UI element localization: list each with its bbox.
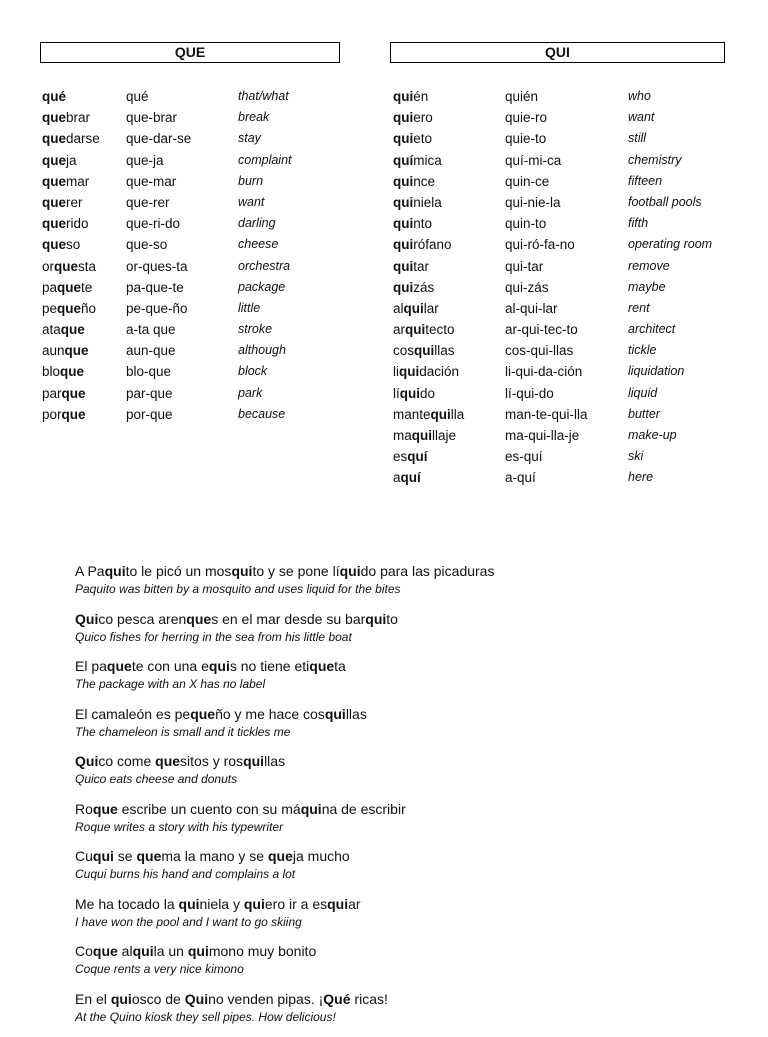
word-part: lla — [450, 406, 465, 422]
word-part: mono muy bonito — [208, 943, 317, 959]
qui-syllables: es-quí — [505, 449, 543, 465]
qui-translation: tickle — [628, 343, 657, 358]
highlight-syllable: qui — [393, 89, 414, 104]
sentence-block — [75, 990, 755, 1026]
que-syllables: aun-que — [126, 343, 176, 359]
que-syllables: qué — [126, 89, 149, 104]
spanish-sentence — [75, 562, 755, 580]
highlight-syllable: que — [92, 943, 118, 959]
que-syllables: que-mar — [126, 173, 177, 189]
que-syllables: par-que — [126, 385, 173, 401]
qui-syllables: quin-ce — [505, 173, 550, 189]
sentence-block — [75, 800, 755, 836]
highlight-syllable: que — [57, 300, 82, 316]
highlight-syllable: qui — [178, 895, 200, 912]
que-translation: although — [238, 343, 286, 358]
word-part: ño — [81, 300, 97, 316]
word-part: es — [393, 449, 408, 465]
word-part: a — [393, 470, 401, 486]
qui-word — [393, 298, 464, 319]
word-part: osco de — [131, 990, 185, 1007]
que-translation: complaint — [238, 152, 292, 167]
qui-translation: butter — [628, 406, 660, 421]
qui-word — [393, 361, 464, 382]
qui-syllables: li-qui-da-ción — [505, 364, 583, 380]
word-part: te con una e — [131, 658, 209, 674]
qui-syllables: quí-mi-ca — [505, 152, 562, 168]
spanish-sentence — [75, 895, 755, 913]
qui-word — [393, 277, 464, 298]
word-part: so — [66, 237, 81, 253]
english-translation: The chameleon is small and it tickles me — [75, 724, 291, 739]
highlight-syllable: qui — [411, 428, 433, 443]
qui-word — [393, 171, 464, 192]
word-part: s no tiene eti — [229, 658, 310, 674]
qui-word — [393, 213, 464, 234]
highlight-syllable: qui — [393, 258, 414, 274]
spanish-sentence — [75, 990, 755, 1008]
highlight-syllable: qui — [430, 406, 451, 422]
qui-syllables: al-qui-lar — [505, 300, 558, 316]
word-part: ja mucho — [292, 848, 350, 864]
qui-syllables: qui-tar — [505, 258, 544, 274]
que-word — [42, 234, 100, 255]
word-part: nto — [413, 216, 433, 232]
highlight-syllable: Qué — [323, 990, 351, 1007]
word-part: A Pa — [75, 563, 105, 579]
que-translation-column — [238, 86, 292, 425]
qui-syllables: quie-ro — [505, 110, 548, 126]
que-syllables: que-rer — [126, 194, 170, 210]
highlight-syllable: qui — [187, 943, 209, 959]
word-part: darse — [66, 131, 100, 147]
highlight-syllable: qui — [393, 173, 414, 189]
qui-word — [393, 234, 464, 255]
word-part: brar — [66, 110, 91, 126]
qui-syllable-column — [505, 86, 588, 489]
word-part: do para las picaduras — [360, 563, 495, 579]
qui-syllables: quin-to — [505, 216, 547, 232]
highlight-syllable: que — [42, 110, 67, 126]
qui-translation: football pools — [628, 194, 702, 209]
word-part: ño y me hace cos — [215, 705, 325, 722]
highlight-syllable: qui — [399, 385, 420, 401]
highlight-syllable: que — [61, 385, 86, 401]
que-word — [42, 404, 100, 425]
word-part: El camaleón es pe — [75, 705, 191, 722]
highlight-syllable: qui — [393, 237, 414, 253]
sentence-block — [75, 847, 755, 883]
word-part: cos — [393, 343, 415, 359]
highlight-syllable: qui — [104, 563, 126, 579]
highlight-syllable: Qui — [75, 753, 99, 769]
que-syllables: a-ta que — [126, 322, 176, 338]
que-syllables: que-dar-se — [126, 131, 192, 147]
que-translation: burn — [238, 173, 264, 188]
qui-syllables: lí-qui-do — [505, 385, 554, 401]
word-part: ma la mano y se — [161, 848, 268, 864]
qui-translation: fifteen — [628, 173, 663, 188]
sentence-block — [75, 705, 755, 741]
qui-word — [393, 256, 464, 277]
qui-translation: remove — [628, 258, 670, 273]
highlight-syllable: qui — [393, 216, 414, 232]
qui-translation: want — [628, 110, 655, 125]
qui-syllables: ma-qui-lla-je — [505, 428, 580, 443]
word-part: al — [117, 943, 133, 959]
example-sentences — [75, 562, 755, 1037]
highlight-syllable: que — [106, 658, 132, 674]
word-part: s en el mar desde su bar — [211, 610, 366, 627]
highlight-syllable: qui — [393, 194, 414, 210]
word-part: eto — [413, 131, 433, 147]
word-part: zás — [413, 279, 435, 295]
highlight-syllable: qui — [393, 279, 414, 295]
word-part: Cu — [75, 848, 93, 864]
que-syllables: or-ques-ta — [126, 258, 188, 274]
word-part: ata — [42, 322, 61, 338]
sentence-block — [75, 562, 755, 598]
spanish-sentence — [75, 657, 755, 675]
word-part: to — [386, 610, 398, 627]
spanish-sentence — [75, 942, 755, 960]
word-part: tecto — [425, 322, 455, 338]
highlight-syllable: qui — [405, 322, 426, 338]
que-word — [42, 213, 100, 234]
qui-syllables: quién — [505, 89, 539, 104]
word-part: rido — [66, 216, 89, 232]
highlight-syllable: qui — [243, 895, 265, 912]
spanish-sentence — [75, 752, 755, 770]
word-part: pa — [42, 279, 58, 295]
qui-syllables: cos-qui-llas — [505, 343, 574, 359]
english-translation: Roque writes a story with his typewriter — [75, 819, 284, 834]
word-part: ero — [413, 110, 433, 126]
que-translation: package — [238, 279, 286, 294]
que-translation: park — [238, 385, 263, 400]
english-translation: Quico eats cheese and donuts — [75, 772, 238, 786]
que-word — [42, 256, 100, 277]
highlight-syllable: que — [155, 753, 181, 769]
word-part: llaje — [432, 428, 457, 443]
sentence-block — [75, 610, 755, 646]
que-translation: stay — [238, 131, 261, 146]
que-syllables: pa-que-te — [126, 279, 184, 295]
highlight-syllable: que — [42, 237, 67, 253]
que-syllables: pe-que-ño — [126, 300, 188, 316]
que-section-title: QUE — [40, 42, 340, 63]
english-translation: At the Quino kiosk they sell pipes. How delicious! — [75, 1009, 336, 1024]
word-part: co come — [98, 753, 156, 769]
qui-word — [393, 319, 464, 340]
highlight-syllable: que — [309, 658, 335, 674]
qui-word-column — [393, 86, 464, 489]
que-word — [42, 107, 100, 128]
highlight-syllable: quí — [407, 449, 428, 465]
qui-translation: make-up — [628, 428, 677, 442]
spanish-sentence — [75, 610, 755, 628]
word-part: ja — [66, 152, 77, 168]
highlight-syllable: que — [42, 152, 67, 168]
word-part: al — [393, 300, 404, 316]
qui-translation: fifth — [628, 216, 649, 231]
highlight-syllable: que — [42, 216, 67, 232]
que-word — [42, 298, 100, 319]
sentence-block — [75, 657, 755, 693]
sentence-block — [75, 942, 755, 978]
qui-section-title: QUI — [390, 42, 725, 63]
highlight-syllable: que — [54, 258, 79, 274]
word-part: El pa — [75, 658, 107, 674]
que-syllables: que-ri-do — [126, 216, 181, 232]
qui-translation: liquid — [628, 385, 658, 400]
que-translation: break — [238, 110, 270, 125]
word-part: no venden pipas. ¡ — [208, 990, 324, 1007]
que-translation: stroke — [238, 322, 273, 337]
word-part: én — [413, 89, 429, 104]
que-word — [42, 319, 100, 340]
word-part: sta — [78, 258, 97, 274]
word-part: escribe un cuento con su má — [117, 800, 301, 817]
qui-syllables: man-te-qui-lla — [505, 406, 588, 422]
word-part: rófano — [413, 237, 452, 253]
que-word-column — [42, 86, 100, 425]
word-part: par — [42, 385, 62, 401]
qui-translation-column — [628, 86, 712, 489]
highlight-syllable: que — [92, 800, 118, 817]
highlight-syllable: que — [60, 364, 85, 380]
qui-word — [393, 128, 464, 149]
word-part: lí — [393, 385, 400, 401]
que-translation: block — [238, 364, 268, 379]
highlight-syllable: que — [60, 322, 85, 338]
highlight-syllable: qui — [132, 943, 154, 959]
highlight-syllable: qui — [208, 658, 230, 674]
highlight-syllable: Qui — [75, 610, 99, 627]
word-part: por — [42, 406, 62, 422]
english-translation: Cuqui burns his hand and complains a lot — [75, 867, 296, 881]
que-translation: because — [238, 406, 286, 421]
que-translation: little — [238, 300, 261, 315]
que-word — [42, 383, 100, 404]
qui-translation: ski — [628, 449, 644, 464]
highlight-syllable: que — [267, 848, 293, 864]
qui-word — [393, 383, 464, 404]
que-translation: cheese — [238, 237, 279, 252]
qui-syllables: a-quí — [505, 470, 536, 486]
word-part: niela y — [199, 895, 244, 912]
qui-word — [393, 446, 464, 467]
highlight-syllable: qui — [92, 848, 114, 864]
qui-translation: maybe — [628, 279, 666, 294]
highlight-syllable: que — [190, 705, 216, 722]
highlight-syllable: que — [42, 173, 67, 189]
word-part: nce — [413, 173, 436, 189]
english-translation: Coque rents a very nice kimono — [75, 962, 244, 976]
que-translation: orchestra — [238, 258, 291, 273]
word-part: ero ir a es — [264, 895, 328, 912]
que-word — [42, 128, 100, 149]
highlight-syllable: qui — [110, 990, 132, 1007]
word-part: rer — [66, 194, 83, 210]
highlight-syllable: qui — [393, 131, 414, 147]
word-part: or — [42, 258, 55, 274]
spanish-sentence — [75, 847, 755, 865]
highlight-syllable: qui — [231, 563, 253, 579]
word-part: to y se pone lí — [252, 563, 340, 579]
highlight-syllable: quí — [393, 152, 414, 168]
word-part: na de escribir — [321, 800, 406, 817]
que-syllables: que-so — [126, 237, 168, 253]
highlight-syllable: que — [186, 610, 212, 627]
word-part: pe — [42, 300, 58, 316]
highlight-syllable: qui — [403, 300, 424, 316]
word-part: do — [420, 385, 436, 401]
highlight-syllable: qui — [300, 800, 322, 817]
word-part: llas — [345, 705, 367, 722]
word-part: la un — [153, 943, 188, 959]
que-syllables: blo-que — [126, 364, 172, 380]
word-part: mica — [413, 152, 442, 168]
word-part: ta — [334, 658, 346, 674]
word-part: llas — [264, 753, 286, 769]
que-word — [42, 277, 100, 298]
highlight-syllable: qui — [393, 110, 414, 126]
highlight-syllable: que — [42, 194, 67, 210]
qui-syllables: qui-zás — [505, 279, 549, 295]
word-part: ma — [393, 428, 412, 443]
qui-syllables: qui-ró-fa-no — [505, 237, 575, 253]
que-syllable-column — [126, 86, 191, 425]
english-translation: Paquito was bitten by a mosquito and uses liquid for the bites — [75, 582, 401, 596]
spanish-sentence — [75, 800, 755, 818]
qui-translation: here — [628, 470, 654, 485]
que-word — [42, 171, 100, 192]
qui-syllables: quie-to — [505, 131, 547, 147]
word-part: blo — [42, 364, 61, 380]
word-part: ricas! — [350, 990, 388, 1007]
qui-word — [393, 192, 464, 213]
word-part: to le picó un mos — [125, 563, 232, 579]
que-translation: want — [238, 194, 265, 209]
word-part: co pesca aren — [98, 610, 187, 627]
qui-translation: architect — [628, 322, 676, 337]
word-part: Co — [75, 943, 93, 959]
que-word — [42, 340, 100, 361]
que-word — [42, 361, 100, 382]
highlight-syllable: qui — [324, 705, 346, 722]
english-translation: Quico fishes for herring in the sea from his little boat — [75, 629, 352, 644]
highlight-syllable: quí — [400, 470, 421, 486]
word-part: mante — [393, 406, 431, 422]
word-part: Me ha tocado la — [75, 895, 179, 912]
que-word — [42, 86, 100, 107]
qui-word — [393, 467, 464, 488]
highlight-syllable: qui — [327, 895, 349, 912]
highlight-syllable: qui — [339, 563, 361, 579]
word-part: sitos y ros — [180, 753, 244, 769]
qui-translation: still — [628, 131, 647, 146]
que-word — [42, 192, 100, 213]
que-syllables: que-ja — [126, 152, 164, 168]
word-part: ar — [348, 895, 361, 912]
word-part: tar — [413, 258, 430, 274]
highlight-syllable: que — [42, 131, 67, 147]
spanish-sentence — [75, 705, 755, 723]
word-part: li — [393, 364, 399, 380]
qui-word — [393, 340, 464, 361]
qui-word — [393, 404, 464, 425]
que-word — [42, 150, 100, 171]
word-part: niela — [413, 194, 442, 210]
highlight-syllable: qui — [365, 610, 387, 627]
que-syllables: que-brar — [126, 110, 178, 126]
word-part: mar — [66, 173, 90, 189]
word-part: Ro — [75, 800, 93, 817]
qui-translation: operating room — [628, 237, 713, 252]
sentence-block — [75, 895, 755, 931]
qui-translation: rent — [628, 300, 650, 315]
highlight-syllable: qui — [243, 753, 265, 769]
qui-syllables: ar-qui-tec-to — [505, 322, 578, 338]
highlight-syllable: que — [136, 848, 162, 864]
word-part: se — [113, 848, 137, 864]
english-translation: The package with an X has no label — [75, 677, 266, 691]
word-part: En el — [75, 990, 111, 1007]
english-translation: I have won the pool and I want to go skiing — [75, 914, 302, 929]
qui-word — [393, 425, 464, 446]
qui-translation: liquidation — [628, 364, 685, 379]
highlight-syllable: que — [64, 343, 89, 359]
word-part: llas — [434, 343, 455, 359]
highlight-syllable: qué — [42, 89, 67, 104]
highlight-syllable: que — [57, 279, 82, 295]
word-part: te — [81, 279, 93, 295]
que-translation: that/what — [238, 89, 289, 103]
highlight-syllable: qui — [399, 364, 420, 380]
word-part: lar — [423, 300, 439, 316]
highlight-syllable: Qui — [184, 990, 209, 1007]
sentence-block — [75, 752, 755, 788]
qui-word — [393, 86, 464, 107]
qui-word — [393, 107, 464, 128]
word-part: aun — [42, 343, 65, 359]
qui-translation: who — [628, 89, 651, 103]
qui-word — [393, 150, 464, 171]
highlight-syllable: qui — [414, 343, 435, 359]
qui-translation: chemistry — [628, 152, 682, 167]
que-syllables: por-que — [126, 406, 173, 422]
qui-syllables: qui-nie-la — [505, 194, 561, 210]
que-translation: darling — [238, 216, 276, 231]
word-part: ar — [393, 322, 406, 338]
highlight-syllable: que — [61, 406, 86, 422]
word-part: dación — [419, 364, 460, 380]
